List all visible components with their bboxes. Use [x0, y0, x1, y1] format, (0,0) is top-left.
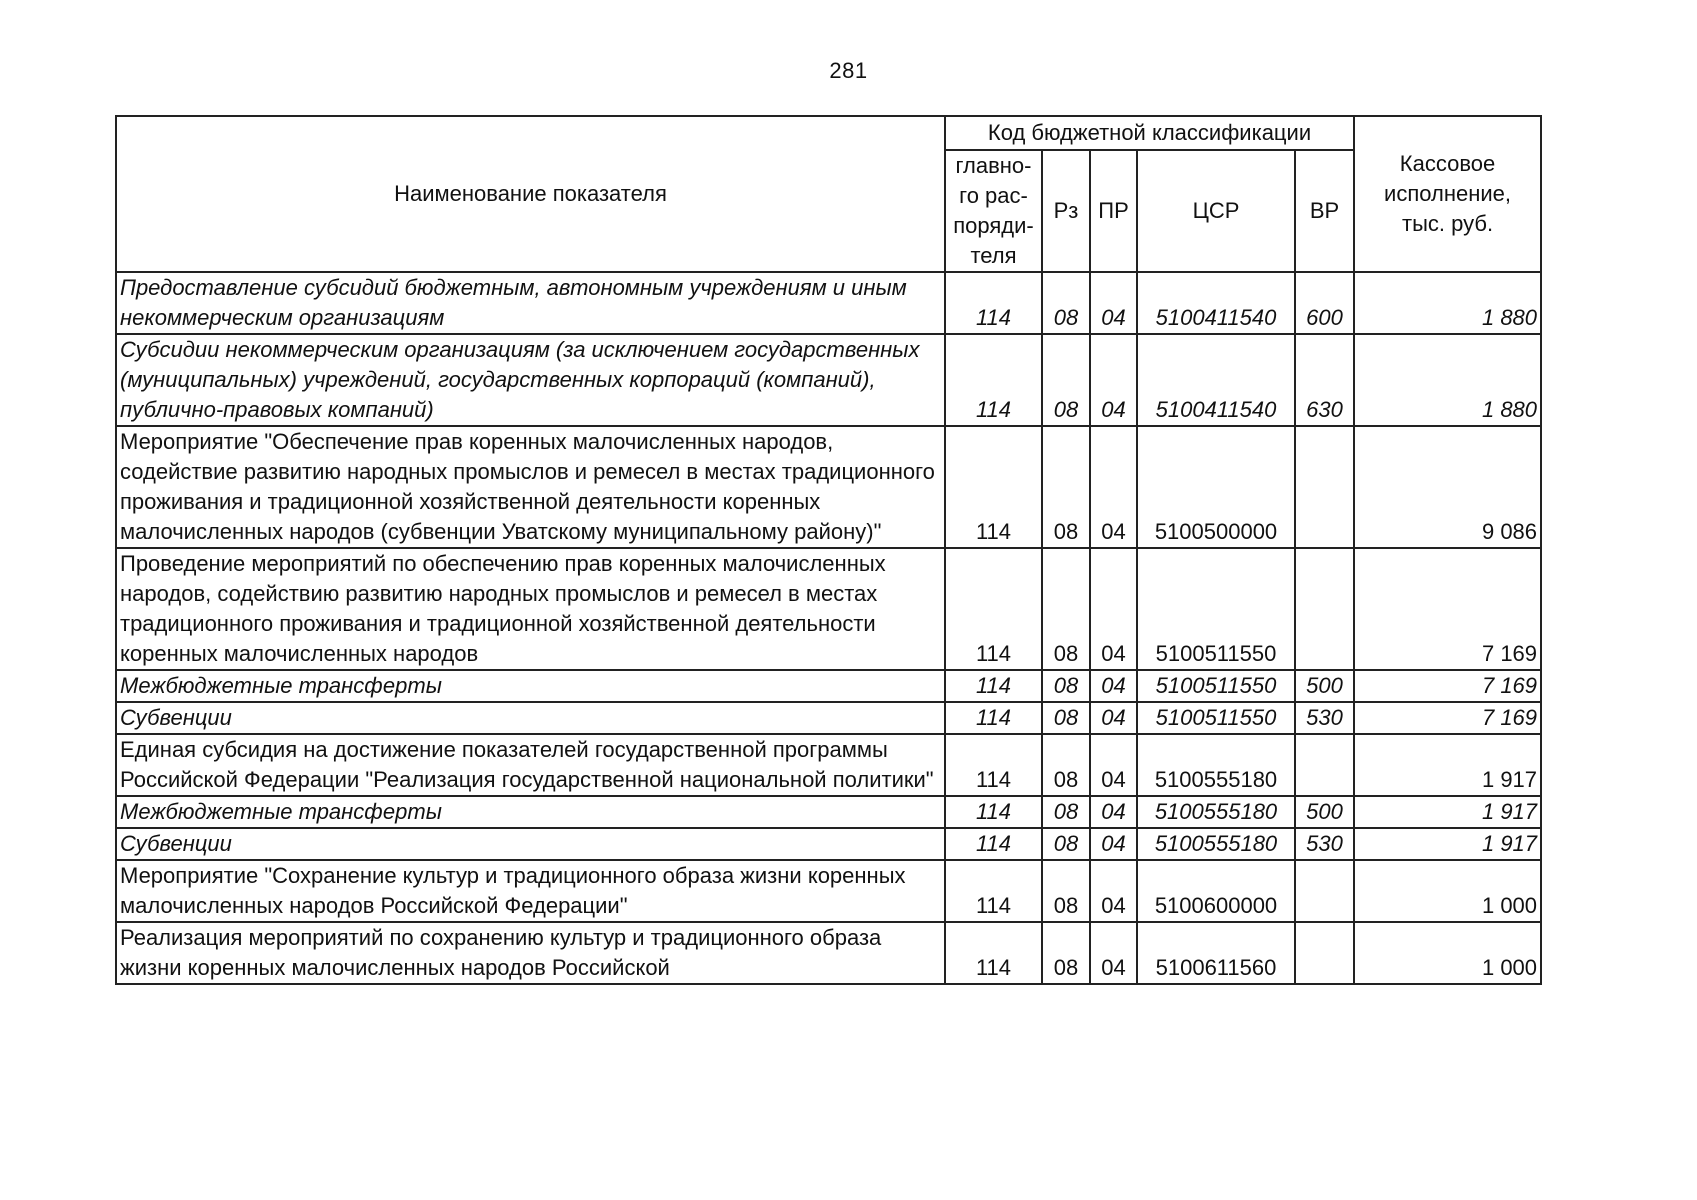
cell-csr: 5100511550 [1137, 670, 1295, 702]
header-code-group: Код бюджетной классификации [945, 116, 1354, 150]
cell-csr: 5100511550 [1137, 702, 1295, 734]
header-rz: Рз [1042, 150, 1090, 272]
cell-rz: 08 [1042, 426, 1090, 548]
cell-name: Проведение мероприятий по обеспечению прав коренных малочисленных народов, содействию развитию народных промыслов и ремесел в местах традиционного проживания и традиционной хозяйственной деятельности коренных малочисленных народов [116, 548, 945, 670]
cell-gr: 114 [945, 922, 1042, 984]
cell-vr [1295, 548, 1354, 670]
cell-csr: 5100411540 [1137, 334, 1295, 426]
cell-rz: 08 [1042, 670, 1090, 702]
cell-csr: 5100411540 [1137, 272, 1295, 334]
cell-amount: 1 000 [1354, 860, 1541, 922]
cell-rz: 08 [1042, 922, 1090, 984]
cell-gr: 114 [945, 548, 1042, 670]
cell-csr: 5100500000 [1137, 426, 1295, 548]
cell-gr: 114 [945, 828, 1042, 860]
cell-amount: 1 880 [1354, 334, 1541, 426]
cell-vr: 530 [1295, 828, 1354, 860]
cell-amount: 9 086 [1354, 426, 1541, 548]
cell-rz: 08 [1042, 734, 1090, 796]
table-row [116, 734, 1541, 796]
cell-name: Субвенции [116, 702, 945, 734]
table-row [116, 922, 1541, 984]
cell-gr: 114 [945, 734, 1042, 796]
cell-rz: 08 [1042, 548, 1090, 670]
cell-pr: 04 [1090, 734, 1137, 796]
cell-rz: 08 [1042, 796, 1090, 828]
cell-gr: 114 [945, 860, 1042, 922]
cell-amount: 7 169 [1354, 670, 1541, 702]
cell-vr: 600 [1295, 272, 1354, 334]
cell-pr: 04 [1090, 922, 1137, 984]
header-gr: главно-го рас-поряди-теля [945, 150, 1042, 272]
header-csr: ЦСР [1137, 150, 1295, 272]
cell-gr: 114 [945, 272, 1042, 334]
cell-gr: 114 [945, 702, 1042, 734]
cell-name: Субсидии некоммерческим организациям (за исключением государственных (муниципальных) учреждений, государственных корпораций (компаний), публично-правовых компаний) [116, 334, 945, 426]
cell-name: Мероприятие "Сохранение культур и традиционного образа жизни коренных малочисленных народов Российской Федерации" [116, 860, 945, 922]
cell-pr: 04 [1090, 670, 1137, 702]
cell-pr: 04 [1090, 828, 1137, 860]
cell-name: Единая субсидия на достижение показателей государственной программы Российской Федерации "Реализация государственной национальной политики" [116, 734, 945, 796]
cell-pr: 04 [1090, 860, 1137, 922]
cell-name: Реализация мероприятий по сохранению культур и традиционного образа жизни коренных малочисленных народов Российской [116, 922, 945, 984]
table-header [116, 116, 1541, 272]
cell-vr: 530 [1295, 702, 1354, 734]
cell-amount: 1 917 [1354, 828, 1541, 860]
page-number: 281 [829, 58, 868, 83]
cell-name: Межбюджетные трансферты [116, 670, 945, 702]
cell-amount: 7 169 [1354, 702, 1541, 734]
table-row [116, 702, 1541, 734]
table-body [116, 272, 1541, 984]
cell-pr: 04 [1090, 702, 1137, 734]
cell-vr [1295, 734, 1354, 796]
table-row [116, 334, 1541, 426]
cell-amount: 1 880 [1354, 272, 1541, 334]
cell-amount: 1 917 [1354, 796, 1541, 828]
table-row [116, 828, 1541, 860]
cell-name: Мероприятие "Обеспечение прав коренных малочисленных народов, содействие развитию народных промыслов и ремесел в местах традиционного проживания и традиционной хозяйственной деятельности коренных малочисленных народов (субвенции Уватскому муниципальному району)" [116, 426, 945, 548]
cell-vr: 500 [1295, 796, 1354, 828]
cell-name: Межбюджетные трансферты [116, 796, 945, 828]
cell-rz: 08 [1042, 860, 1090, 922]
cell-gr: 114 [945, 334, 1042, 426]
header-name: Наименование показателя [116, 116, 945, 272]
cell-pr: 04 [1090, 272, 1137, 334]
cell-rz: 08 [1042, 828, 1090, 860]
cell-gr: 114 [945, 426, 1042, 548]
table-row [116, 860, 1541, 922]
cell-amount: 7 169 [1354, 548, 1541, 670]
budget-table [115, 115, 1542, 985]
cell-gr: 114 [945, 670, 1042, 702]
cell-csr: 5100600000 [1137, 860, 1295, 922]
cell-csr: 5100511550 [1137, 548, 1295, 670]
cell-vr: 500 [1295, 670, 1354, 702]
cell-csr: 5100555180 [1137, 734, 1295, 796]
cell-pr: 04 [1090, 548, 1137, 670]
cell-csr: 5100555180 [1137, 796, 1295, 828]
cell-vr: 630 [1295, 334, 1354, 426]
cell-gr: 114 [945, 796, 1042, 828]
table-row [116, 272, 1541, 334]
table-row [116, 548, 1541, 670]
cell-pr: 04 [1090, 796, 1137, 828]
cell-vr [1295, 922, 1354, 984]
cell-csr: 5100611560 [1137, 922, 1295, 984]
cell-vr [1295, 426, 1354, 548]
table-row [116, 426, 1541, 548]
cell-pr: 04 [1090, 426, 1137, 548]
table-row [116, 670, 1541, 702]
header-vr: ВР [1295, 150, 1354, 272]
header-pr: ПР [1090, 150, 1137, 272]
header-amount: Кассовое исполнение, тыс. руб. [1354, 116, 1541, 272]
cell-name: Предоставление субсидий бюджетным, автономным учреждениям и иным некоммерческим организациям [116, 272, 945, 334]
table-row [116, 796, 1541, 828]
cell-rz: 08 [1042, 702, 1090, 734]
cell-csr: 5100555180 [1137, 828, 1295, 860]
cell-amount: 1 917 [1354, 734, 1541, 796]
cell-name: Субвенции [116, 828, 945, 860]
cell-rz: 08 [1042, 272, 1090, 334]
cell-amount: 1 000 [1354, 922, 1541, 984]
cell-vr [1295, 860, 1354, 922]
cell-pr: 04 [1090, 334, 1137, 426]
cell-rz: 08 [1042, 334, 1090, 426]
